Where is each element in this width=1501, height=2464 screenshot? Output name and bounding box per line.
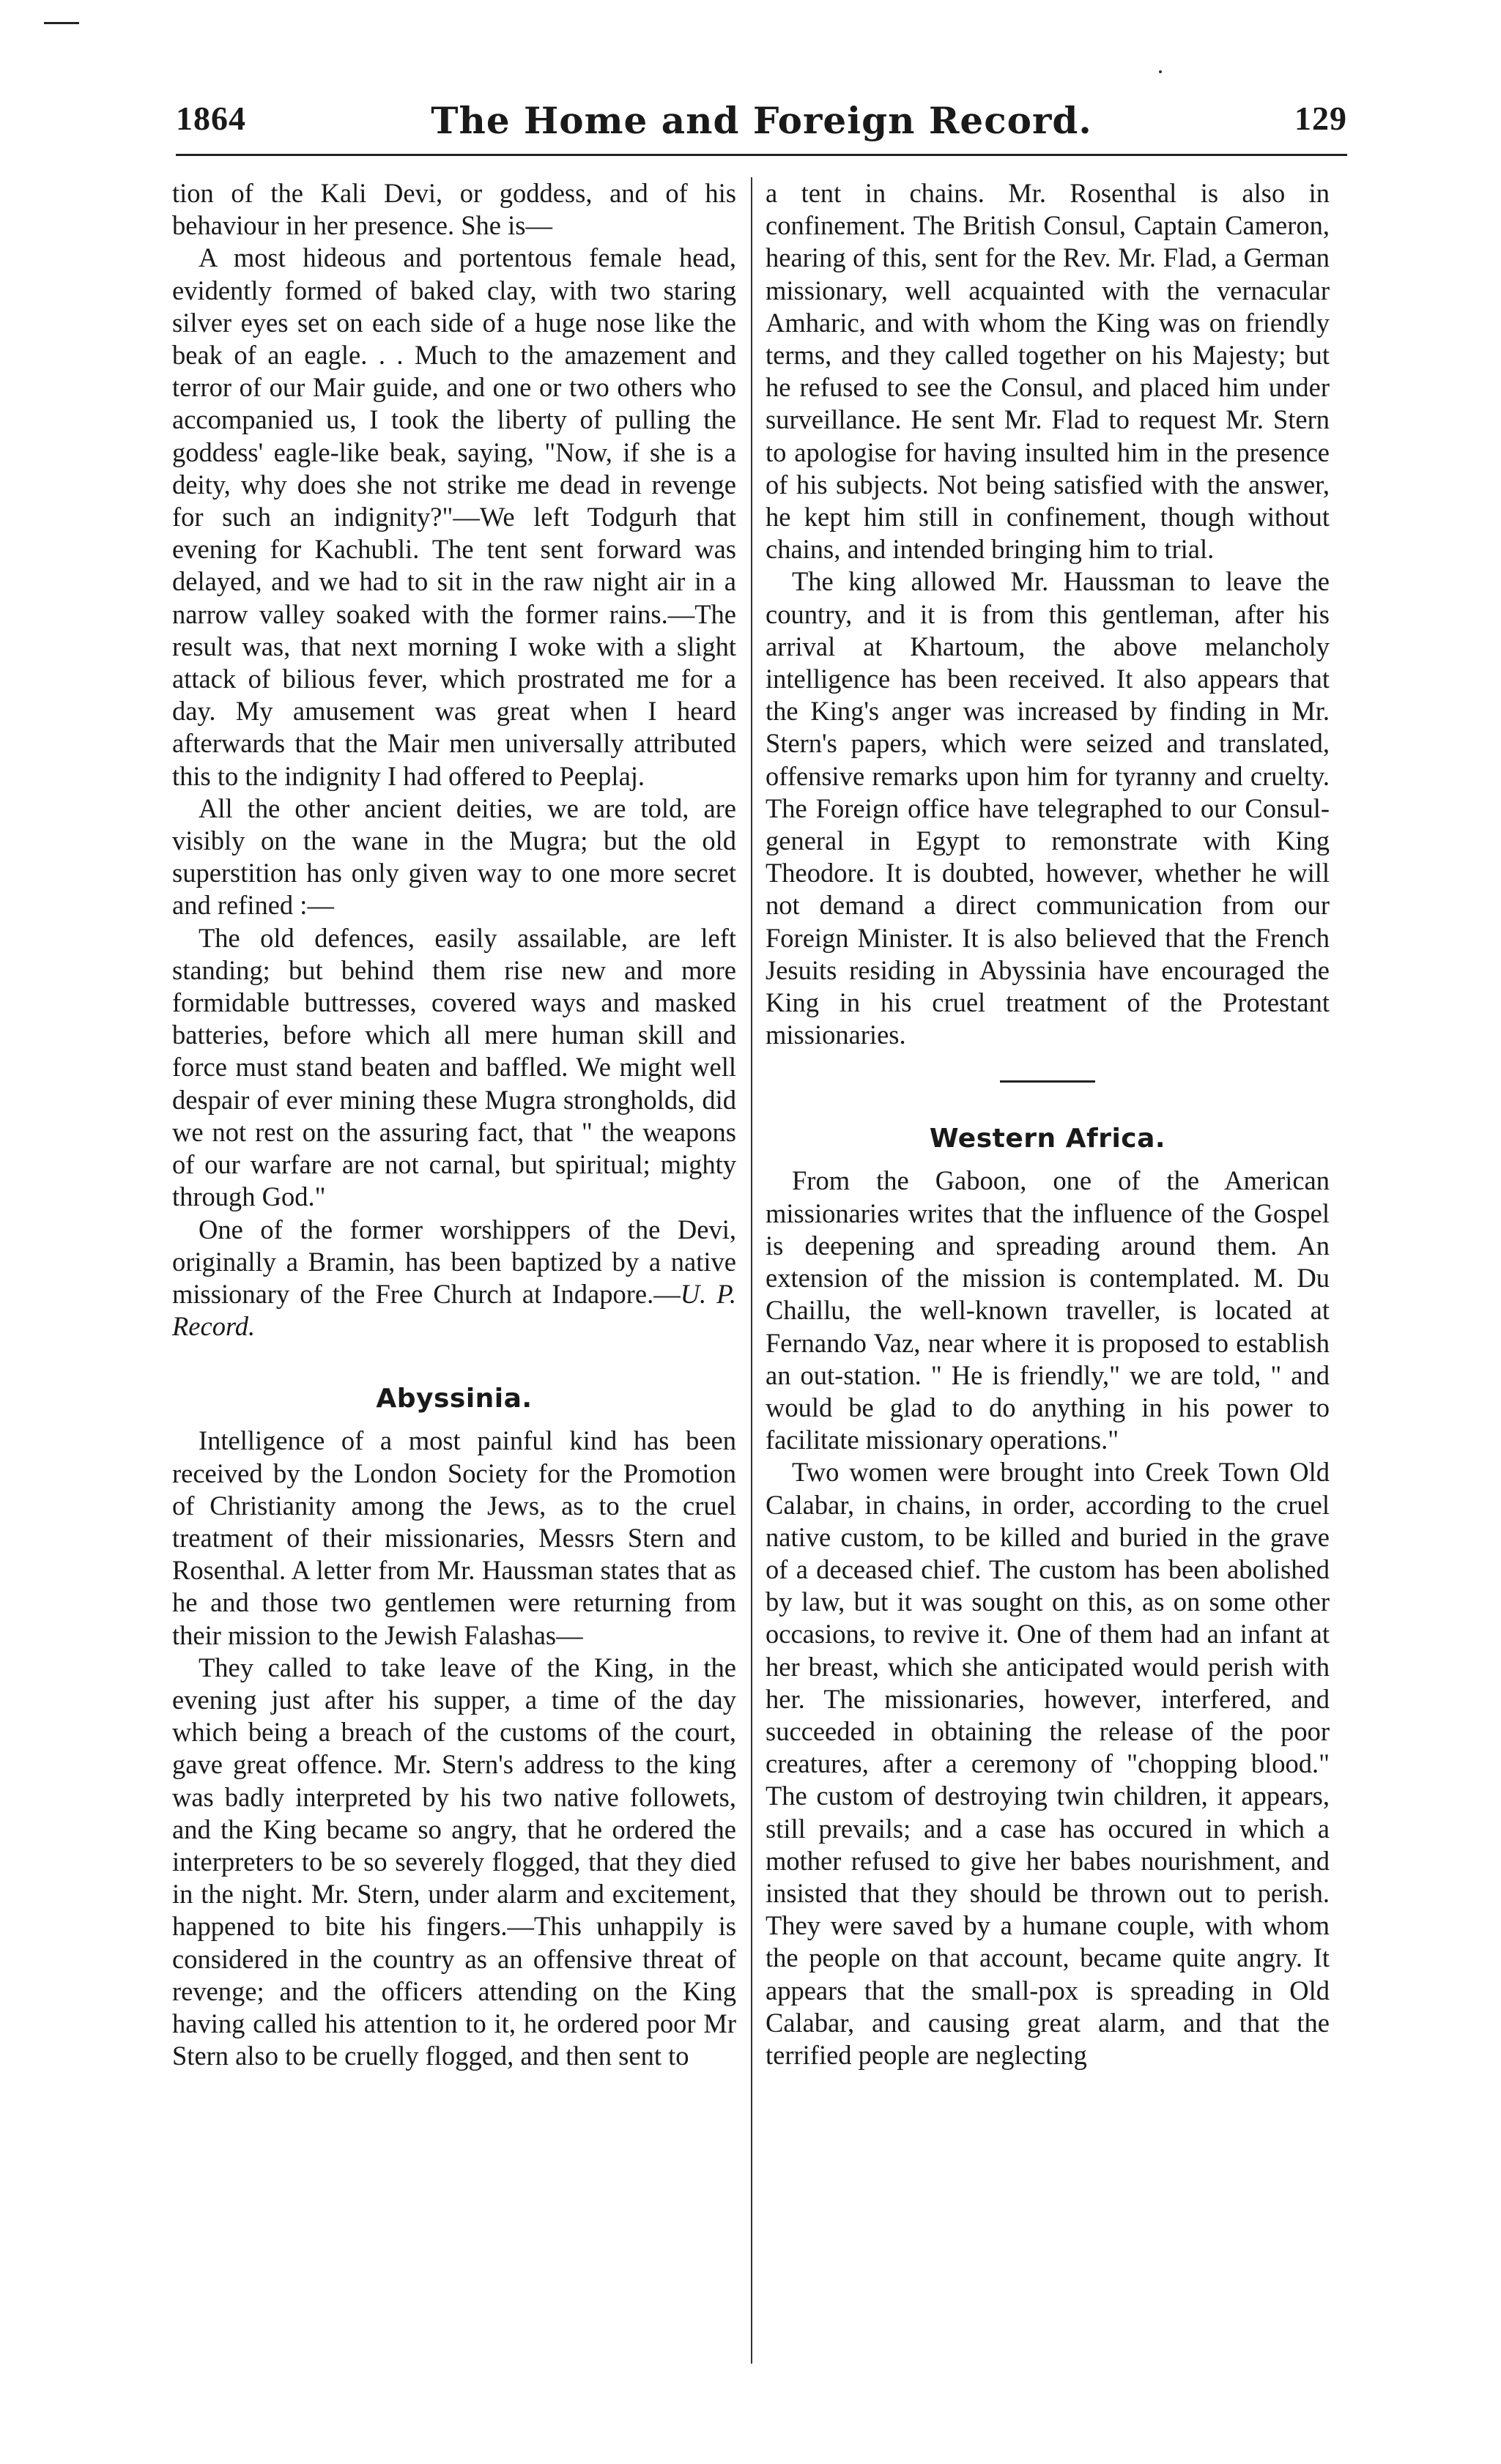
paragraph: tion of the Kali Devi, or goddess, and of his behaviour in her presence. She is— bbox=[172, 178, 736, 241]
paragraph: The king allowed Mr. Haussman to leave the country, and it is from this gentleman, after his arrival at Khartoum, the above melancholy intelligence has been received. It also appears that the King's anger was increased by finding in Mr. Stern's papers, which were seized and translated, offensive remarks upon him for tyranny and cruelty. The Foreign office have telegraphed to our Consul-general in Egypt to remonstrate with King Theodore. It is doubted, however, whether he will not demand a direct communication from our Foreign Minister. It is also believed that the French Jesuits residing in Abyssinia have encouraged the King in his cruel treatment of the Protestant missionaries. bbox=[766, 566, 1330, 1050]
paragraph: From the Gaboon, one of the American missionaries writes that the influence of the Gospel is deepening and spreading around them. An extension of the mission is contemplated. M. Du Chaillu, the well-known traveller, is located at Fernando Vaz, near where it is proposed to establish an out-station. " He is friendly," we are told, " and would be glad to do anything in his power to facilitate missionary operations." bbox=[766, 1165, 1330, 1455]
paragraph: They called to take leave of the King, in the evening just after his supper, a time of the day which being a breach of the customs of the court, gave great offence. Mr. Stern's address to the king was badly interpreted by his two native followets, and the King became so angry, that he ordered the interpreters to be so severely flogged, that they died in the night. Mr. Stern, under alarm and excitement, happened to bite his fingers.—This unhappily is considered in the country as an offensive threat of revenge; and the officers attending on the King having called his attention to it, he ordered poor Mr Stern also to be cruelly flogged, and then sent to bbox=[172, 1652, 736, 2071]
page-number: 129 bbox=[1294, 100, 1347, 137]
section-title-abyssinia: Abyssinia. bbox=[376, 1384, 533, 1414]
header-year: 1864 bbox=[176, 100, 246, 137]
paragraph bbox=[172, 1214, 736, 1343]
left-column bbox=[172, 177, 736, 2419]
section-rule bbox=[1000, 1080, 1095, 1083]
section-title-western-africa: Western Africa. bbox=[929, 1124, 1166, 1154]
source-citation: U. P. Record. bbox=[172, 1278, 736, 1342]
printing-speck bbox=[1159, 70, 1162, 73]
paragraph: Two women were brought into Creek Town Old Calabar, in chains, in order, according to the cruel native custom, to be killed and buried in the grave of a deceased chief. The custom has been abolished by law, but it was sought on this, as on some other occasions, to revive it. One of them had an infant at her breast, which she anticipated would perish with her. The missionaries, however, interfered, and succeeded in obtaining the release of the poor creatures, after a ceremony of "chopping blood." The custom of destroying twin children, it appears, still prevails; and a case has occured in which a mother refused to give her babes nourishment, and insisted that they should be thrown out to perish. They were saved by a humane couple, with whom the people on that account, became quite angry. It appears that the small-pox is spreading in Old Calabar, and causing great alarm, and that the terrified people are neglecting bbox=[766, 1457, 1330, 2070]
corner-mark bbox=[44, 22, 79, 24]
journal-title: The Home and Foreign Record. bbox=[431, 99, 1092, 142]
paragraph: The old defences, easily assailable, are left standing; but behind them rise new and more formidable buttresses, covered ways and masked batteries, before which all mere human skill and force must stand beaten and baffled. We might well despair of ever mining these Mugra strongholds, did we not rest on the assuring fact, that " the weapons of our warfare are not carnal, but spiritual; mighty through God." bbox=[172, 922, 736, 1212]
paragraph-text: One of the former worshippers of the Devi, originally a Bramin, has been baptized by a native missionary of the Free Church at Indapore.— bbox=[172, 1214, 736, 1309]
page-header bbox=[176, 99, 1347, 143]
paragraph: Intelligence of a most painful kind has been received by the London Society for the Promotion of Christianity among the Jews, as to the cruel treatment of their missionaries, Messrs Stern and Rosenthal. A letter from Mr. Haussman states that as he and those two gentlemen were returning from their mission to the Jewish Falashas— bbox=[172, 1425, 736, 1650]
paragraph: A most hideous and portentous female head, evidently formed of baked clay, with two staring silver eyes set on each side of a huge nose like the beak of an eagle. . . Much to the amazement and terror of our Mair guide, and one or two others who accompanied us, I took the liberty of pulling the goddess' eagle-like beak, saying, "Now, if she is a deity, why does she not strike me dead in revenge for such an indignity?"—We left Todgurh that evening for Kachubli. The tent sent forward was delayed, and we had to sit in the raw night air in a narrow valley soaked with the former rains.—The result was, that next morning I woke with a slight attack of bilious fever, which prostrated me for a day. My amusement was great when I heard afterwards that the Mair men universally attributed this to the indignity I had offered to Peeplaj. bbox=[172, 242, 736, 791]
right-column bbox=[766, 177, 1330, 2419]
header-rule bbox=[176, 154, 1347, 156]
paragraph: All the other ancient deities, we are told, are visibly on the wane in the Mugra; but the old superstition has only given way to one more secret and refined :— bbox=[172, 793, 736, 921]
column-divider bbox=[751, 177, 752, 2364]
paragraph: a tent in chains. Mr. Rosenthal is also in confinement. The British Consul, Captain Cameron, hearing of this, sent for the Rev. Mr. Flad, a German missionary, well acquainted with the vernacular Amharic, and with whom the King was on friendly terms, and they called together on his Majesty; but he refused to see the Consul, and placed him under surveillance. He sent Mr. Flad to request Mr. Stern to apologise for having insulted him in the presence of his subjects. Not being satisfied with the answer, he kept him still in confinement, though without chains, and intended bringing him to trial. bbox=[766, 178, 1330, 565]
